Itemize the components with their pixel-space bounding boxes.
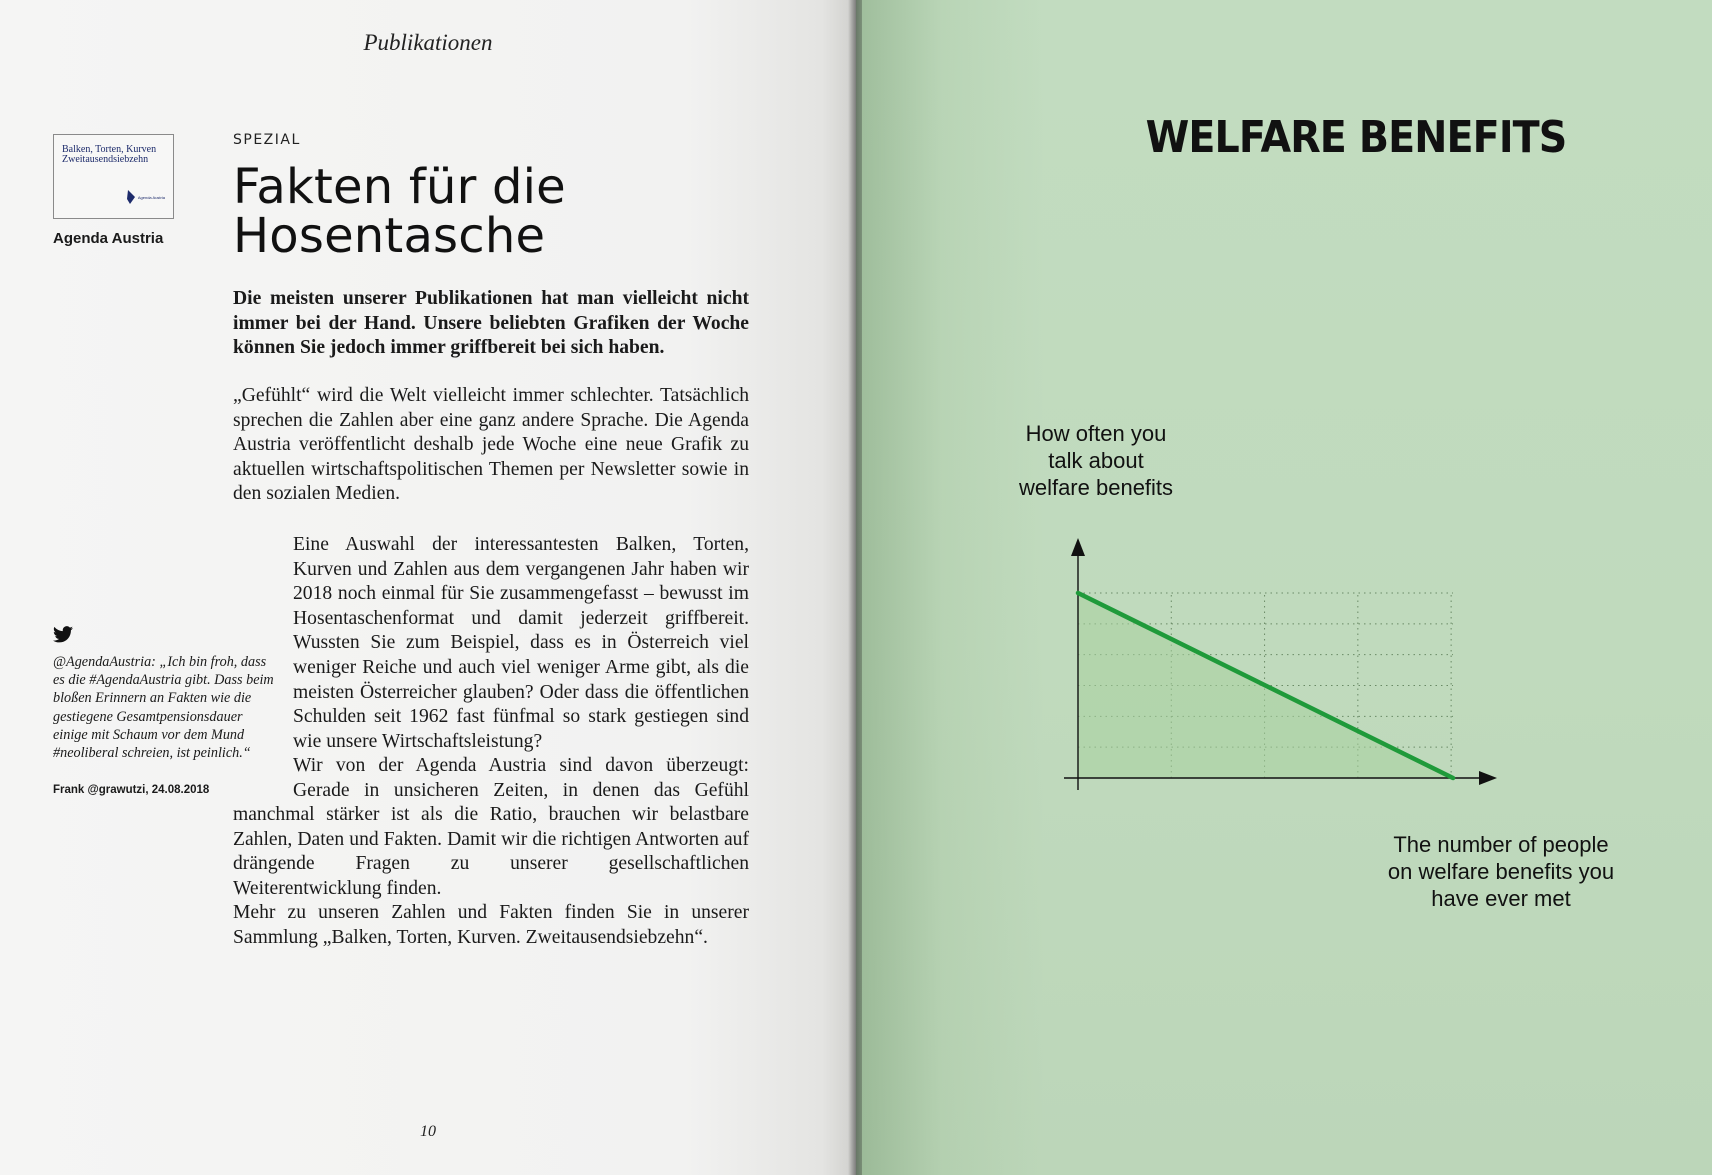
page-number: 10: [420, 1123, 436, 1140]
body-paragraph-3-text: Wir von der Agenda Austria sind davon überzeugt: Gerade in unsicheren Zeiten, in denen das Gefühl manchmal stärker ist als die Ratio, brauchen wir belastbare Zahlen, Daten und Fakten. Damit wir die richtigen Antworten auf drängende Fragen zu unserer gesellschaftlichen Weiterentwicklung finden.: [233, 755, 749, 899]
publication-cover-thumbnail[interactable]: [53, 134, 174, 219]
cover-title: Balken, Torten, Kurven Zweitausendsiebzehn: [62, 144, 157, 165]
running-header: Publikationen: [363, 30, 493, 55]
agenda-logo-icon: [126, 190, 136, 204]
x-axis-arrow-icon: [1479, 771, 1497, 785]
agenda-austria-logo: [126, 190, 165, 204]
body-paragraph-4: Mehr zu unseren Zahlen und Fakten finden Sie in unserer Sammlung „Balken, Torten, Kurven. Zweitausendsiebzehn“.: [233, 902, 749, 948]
y-axis-arrow-icon: [1071, 538, 1085, 556]
book-spine-shadow: [848, 0, 862, 1175]
tweet-text: @AgendaAustria: „Ich bin froh, dass es die #AgendaAustria gibt. Dass beim bloßen Erinnern an Fakten wie die gestiegene Gesamtpensionsdauer einige mit Schaum vor dem Mund #neoliberal schreien, ist peinlich.“: [53, 654, 274, 762]
x-axis-label: The number of people on welfare benefits you have ever met: [1387, 832, 1615, 911]
body-paragraph-1: „Gefühlt“ wird die Welt vielleicht immer schlechter. Tatsächlich sprechen die Zahlen aber eine ganz andere Sprache. Die Agenda Austria veröffentlicht deshalb jede Woche eine neue Grafik zu aktuellen wirtschaftspolitischen Themen per Newsletter sowie in den sozialen Medien.: [233, 385, 749, 505]
body-paragraph-2: [233, 533, 749, 754]
lead-paragraph: Die meisten unserer Publikationen hat man vielleicht nicht immer bei der Hand. Unsere beliebten Grafiken der Woche können Sie jedoch immer griffbereit bei sich haben.: [233, 288, 749, 359]
twitter-icon[interactable]: [53, 626, 73, 643]
cover-logo-text: Agenda Austria: [137, 194, 165, 200]
tweet-author: Frank @grawutzi, 24.08.2018: [53, 784, 210, 796]
body-paragraph-3: [233, 754, 749, 902]
section-kicker: SPEZIAL: [233, 132, 301, 148]
article-title: Fakten für die Hosentasche: [233, 159, 566, 264]
publisher-label: Agenda Austria: [53, 230, 164, 247]
y-axis-label: How often you talk about welfare benefits: [1018, 421, 1174, 500]
welfare-chart: [1056, 535, 1536, 795]
chart-title: WELFARE BENEFITS: [1145, 112, 1567, 163]
body-paragraph-2-text: Eine Auswahl der interessantesten Balken, Torten, Kurven und Zahlen aus dem vergangenen Jahr haben wir 2018 noch einmal für Sie zusammengefasst – bewusst im Hosentaschenformat und damit jederzeit griffbereit. Wussten Sie zum Beispiel, dass es in Österreich viel weniger Reiche und auch viel weniger Arme gibt, als die meisten Österreicher glauben? Oder dass die öffentlichen Schulden seit 1962 fast fünfmal so stark gestiegen sind wie unsere Wirtschaftsleistung?: [293, 534, 749, 752]
